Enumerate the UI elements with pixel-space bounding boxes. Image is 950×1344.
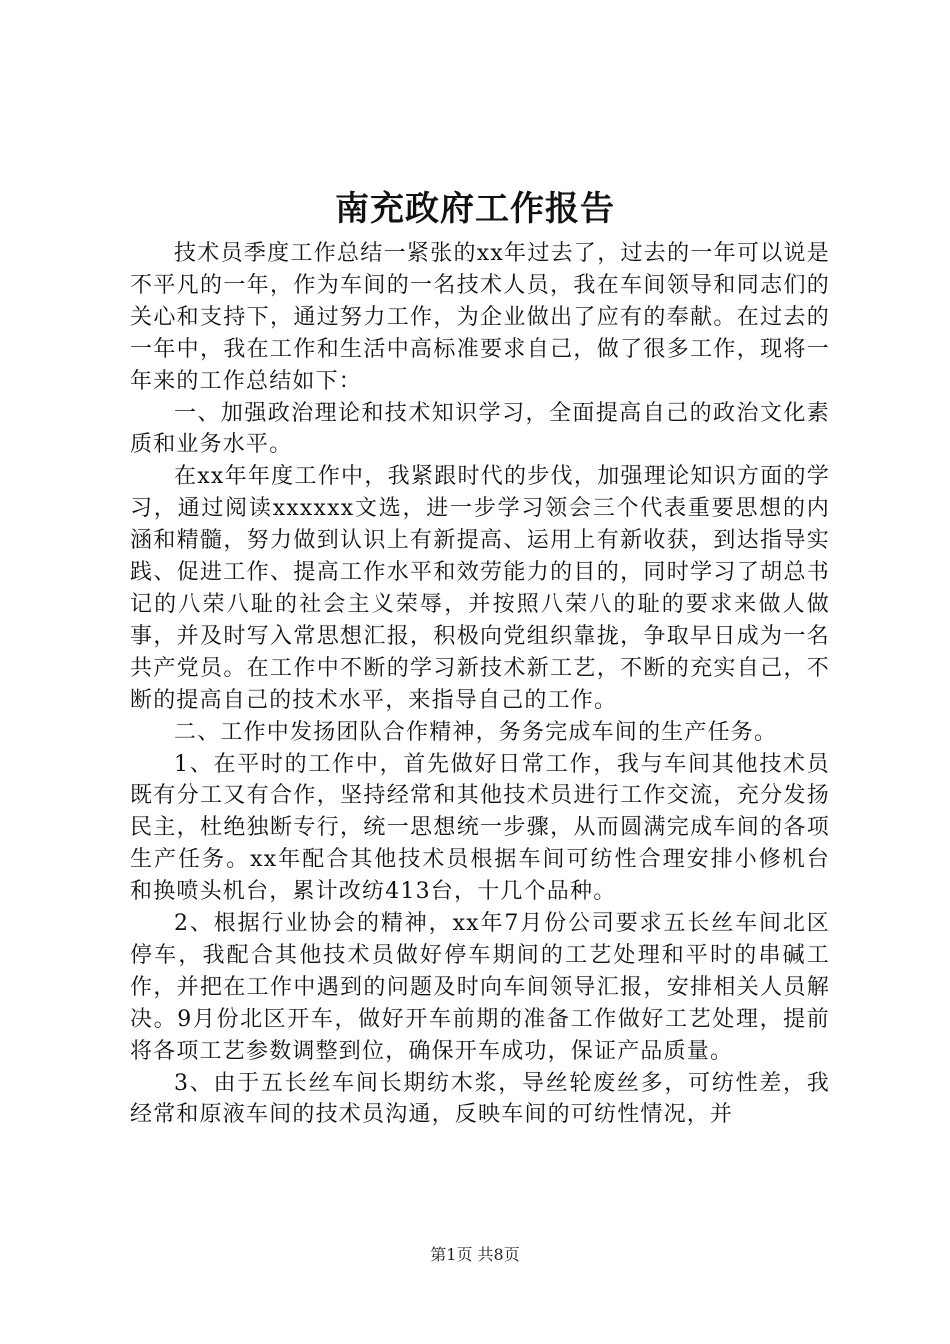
paragraph-item-2: 2、根据行业协会的精神，xx年7月份公司要求五长丝车间北区停车，我配合其他技术员做好停车期间的工艺处理和平时的串碱工作，并把在工作中遇到的问题及时向车间领导汇报，安排相关人员解决。9月份北区开车，做好开车前期的准备工作做好工艺处理，提前将各项工艺参数调整到位，确保开车成功，保证产品质量。	[130, 911, 830, 1064]
section-heading-2: 二、工作中发扬团队合作精神，务务完成车间的生产任务。	[174, 719, 778, 745]
section-heading-1: 一、加强政治理论和技术知识学习，全面提高自己的政治文化素质和业务水平。	[130, 400, 830, 458]
document-body	[130, 238, 830, 1131]
page-title: 南充政府工作报告	[335, 189, 615, 229]
paragraph-item-3: 3、由于五长丝车间长期纺木浆，导丝轮废丝多，可纺性差，我经常和原液车间的技术员沟通，反映车间的可纺性情况，并	[130, 1070, 830, 1128]
paragraph-intro: 技术员季度工作总结一紧张的xx年过去了，过去的一年可以说是不平凡的一年，作为车间的一名技术人员，我在车间领导和同志们的关心和支持下，通过努力工作，为企业做出了应有的奉献。在过去的一年中，我在工作和生活中高标准要求自己，做了很多工作，现将一年来的工作总结如下：	[130, 241, 830, 394]
page-footer: 第1页 共8页	[430, 1245, 520, 1264]
paragraph-study: 在xx年年度工作中，我紧跟时代的步伐，加强理论知识方面的学习，通过阅读xxxxxx文选，进一步学习领会三个代表重要思想的内涵和精髓，努力做到认识上有新提高、运用上有新收获，到达指导实践、促进工作、提高工作水平和效劳能力的目的，同时学习了胡总书记的八荣八耻的社会主义荣辱，并按照八荣八的耻的要求来做人做事，并及时写入常思想汇报，积极向党组织靠拢，争取早日成为一名共产党员。在工作中不断的学习新技术新工艺，不断的充实自己，不断的提高自己的技术水平，来指导自己的工作。	[130, 464, 830, 713]
paragraph-item-1: 1、在平时的工作中，首先做好日常工作，我与车间其他技术员既有分工又有合作，坚持经常和其他技术员进行工作交流，充分发扬民主，杜绝独断专行，统一思想统一步骤，从而圆满完成车间的各项生产任务。xx年配合其他技术员根据车间可纺性合理安排小修机台和换喷头机台，累计改纺413台，十几个品种。	[130, 751, 830, 905]
